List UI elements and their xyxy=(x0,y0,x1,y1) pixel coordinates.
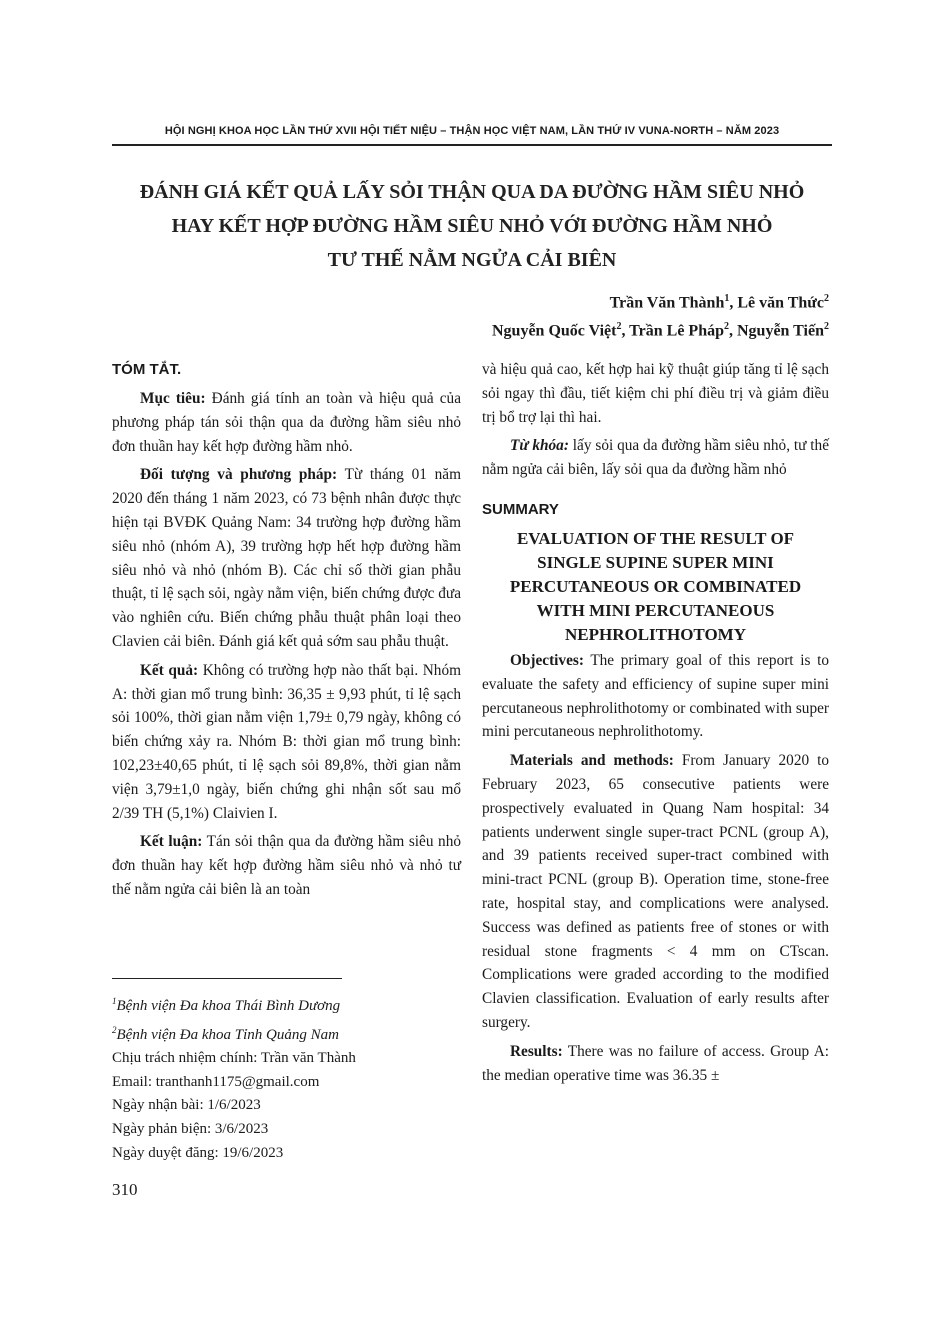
summary-objectives xyxy=(482,649,829,744)
summary-methods xyxy=(482,749,829,1035)
summary-results-text: There was no failure of access. Group A: the median operative time was 36.35 ± xyxy=(482,1042,829,1084)
abstract-heading: TÓM TẮT. xyxy=(112,361,182,378)
keywords xyxy=(482,434,829,482)
keywords-label: Từ khóa: xyxy=(510,437,569,455)
objective-text: Đánh giá tính an toàn và hiệu quả của phương pháp tán sỏi thận qua da đường hầm siêu nhỏ đơn thuần hay kết hợp đường hầm nhỏ. xyxy=(112,390,461,455)
keywords-text: lấy sỏi qua da đường hầm siêu nhỏ, tư thế nằm ngửa cải biên, lấy sỏi qua da đường hầm nhỏ xyxy=(482,437,829,479)
conclusion-label: Kết luận: xyxy=(140,833,203,851)
footnotes xyxy=(112,990,356,1165)
summary-results-label: Results: xyxy=(510,1042,563,1060)
results-label: Kết quả: xyxy=(140,661,199,679)
affiliation-text: Bệnh viện Đa khoa Thái Bình Dương xyxy=(116,998,341,1014)
summary-results xyxy=(482,1040,829,1088)
author-line-1: Trần Văn Thành$^1$, Lê văn Thức$^2$ xyxy=(609,293,829,312)
author-affiliation-mark: 2 xyxy=(824,321,829,333)
author-name: Nguyễn Quốc Việt xyxy=(492,322,617,340)
objectives-text: The primary goal of this report is to evaluate the safety and efficiency of supine super mini percutaneous nephrolithotomy or combinated with super mini percutaneous nephrolithotomy. xyxy=(482,651,829,741)
author-name: Nguyễn Tiến xyxy=(737,322,824,340)
affiliation-text: Bệnh viện Đa khoa Tỉnh Quảng Nam xyxy=(116,1026,339,1043)
received-date: Ngày nhận bài: 1/6/2023 xyxy=(112,1097,261,1114)
author-name: Trần Lê Pháp xyxy=(629,322,724,340)
objectives-label: Objectives: xyxy=(510,651,584,669)
affiliation xyxy=(112,990,356,1019)
methods-label: Đối tượng và phương pháp: xyxy=(140,466,338,484)
materials-label: Materials and methods: xyxy=(510,752,674,770)
affiliation-mark: 1 xyxy=(112,996,117,1006)
page-number: 310 xyxy=(112,1180,138,1199)
accepted-date: Ngày duyệt đăng: 19/6/2023 xyxy=(112,1144,284,1161)
title-line: ĐÁNH GIÁ KẾT QUẢ LẤY SỎI THẬN QUA DA ĐƯỜNG HẦM SIÊU NHỎ xyxy=(139,181,805,203)
author-affiliation-mark: 2 xyxy=(616,321,622,333)
conclusion-continued: và hiệu quả cao, kết hợp hai kỹ thuật giúp tăng tỉ lệ sạch sỏi ngay thì đầu, tiết kiệm chi phí điều trị và giảm điều trị bổ trợ lại thì hai. xyxy=(482,361,829,426)
footnote-divider xyxy=(112,978,342,979)
affiliation-mark: 2 xyxy=(112,1024,117,1035)
author-line-2: Nguyễn Quốc Việt$^2$, Trần Lê Pháp$^2$, Nguyễn Tiến$^2$ xyxy=(492,321,829,340)
author-name: Lê văn Thức xyxy=(737,294,824,312)
author-affiliation-mark: 1 xyxy=(724,293,730,304)
author-list xyxy=(492,287,829,344)
author-name: Trần Văn Thành xyxy=(609,294,725,312)
abstract-conclusion xyxy=(112,830,461,901)
abstract-objective xyxy=(112,387,461,458)
affiliation xyxy=(112,1019,356,1048)
left-column xyxy=(112,358,461,907)
title-line: TƯ THẾ NẰM NGỬA CẢI BIÊN xyxy=(327,249,617,271)
summary-title-line: PERCUTANEOUS OR COMBINATED xyxy=(509,576,802,596)
author-affiliation-mark: 2 xyxy=(724,321,729,333)
corresponding-author: Chịu trách nhiệm chính: Trần văn Thành xyxy=(112,1050,356,1067)
summary-title xyxy=(482,527,829,647)
email: Email: tranthanh1175@gmail.com xyxy=(112,1073,320,1090)
review-date: Ngày phản biện: 3/6/2023 xyxy=(112,1120,269,1137)
methods-text: Từ tháng 01 năm 2020 đến tháng 1 năm 2023, có 73 bệnh nhân được thực hiện tại BVĐK Quảng Nam: 34 trường hợp đường hầm siêu nhỏ (nhóm A), 39 trường hợp hết hợp đường hầm siêu nhỏ và nhỏ (nhóm B). Các chỉ số thời gian phẫu thuật, tỉ lệ sạch sỏi, ngày nằm viện, biến chứng được đưa vào nghiên cứu. Biến chứng phẫu thuật phân loại theo Clavien cải biên. Đánh giá kết quả sớm sau phẫu thuật. xyxy=(112,466,462,650)
right-column xyxy=(482,358,829,1092)
abstract-results xyxy=(112,659,461,826)
summary-heading: SUMMARY xyxy=(482,500,559,518)
summary-title-line: EVALUATION OF THE RESULT OF xyxy=(516,528,795,548)
results-text: Không có trường hợp nào thất bại. Nhóm A: thời gian mổ trung bình: 36,35 ± 9,93 phút, tỉ lệ sạch sỏi 100%, thời gian nằm viện 1,79± 0,79 ngày, không có biến chứng xảy ra. Nhóm B: thời gian mổ trung bình: 102,23±40,65 phút, tỉ lệ sạch sỏi 89,8%, thời gian nằm viện 3,79±1,0 ngày, biến chứng ghi nhận sốt sau mổ 2/39 TH (5,1%) Claivien I. xyxy=(112,661,461,822)
running-header: HỘI NGHỊ KHOA HỌC LẦN THỨ XVII HỘI TIẾT NIỆU – THẬN HỌC VIỆT NAM, LẦN THỨ IV VUNA-NORTH – NĂM 2023 xyxy=(164,125,780,137)
header-divider xyxy=(112,144,832,146)
summary-title-line: SINGLE SUPINE SUPER MINI xyxy=(537,552,774,572)
conclusion-text: Tán sỏi thận qua da đường hầm siêu nhỏ đơn thuần hay kết hợp đường hầm siêu nhỏ và nhỏ tư thế nằm ngửa cải biên là an toàn xyxy=(112,833,461,898)
title-line: HAY KẾT HỢP ĐƯỜNG HẦM SIÊU NHỎ VỚI ĐƯỜNG HẦM NHỎ xyxy=(171,215,773,237)
materials-text: From January 2020 to February 2023, 65 consecutive patients were prospectively evaluated in Quang Nam hospital: 34 patients underwent single super-tract PCNL (group A), and 39 patients received super-tract combined with mini-tract PCNL (group B). Operation time, stone-free rate, hospital stay, and complications were analysed. Success was defined as patients free of stones or with residual stone fragments < 4 mm on CTscan. Complications were graded according to the modified Clavien classification. Evaluation of early results after surgery. xyxy=(482,752,829,1031)
summary-title-line: WITH MINI PERCUTANEOUS xyxy=(536,600,775,620)
summary-title-line: NEPHROLITHOTOMY xyxy=(564,624,747,644)
objective-label: Mục tiêu: xyxy=(140,390,206,407)
author-affiliation-mark: 2 xyxy=(824,293,829,304)
abstract-methods xyxy=(112,463,461,653)
article-title xyxy=(112,175,832,277)
